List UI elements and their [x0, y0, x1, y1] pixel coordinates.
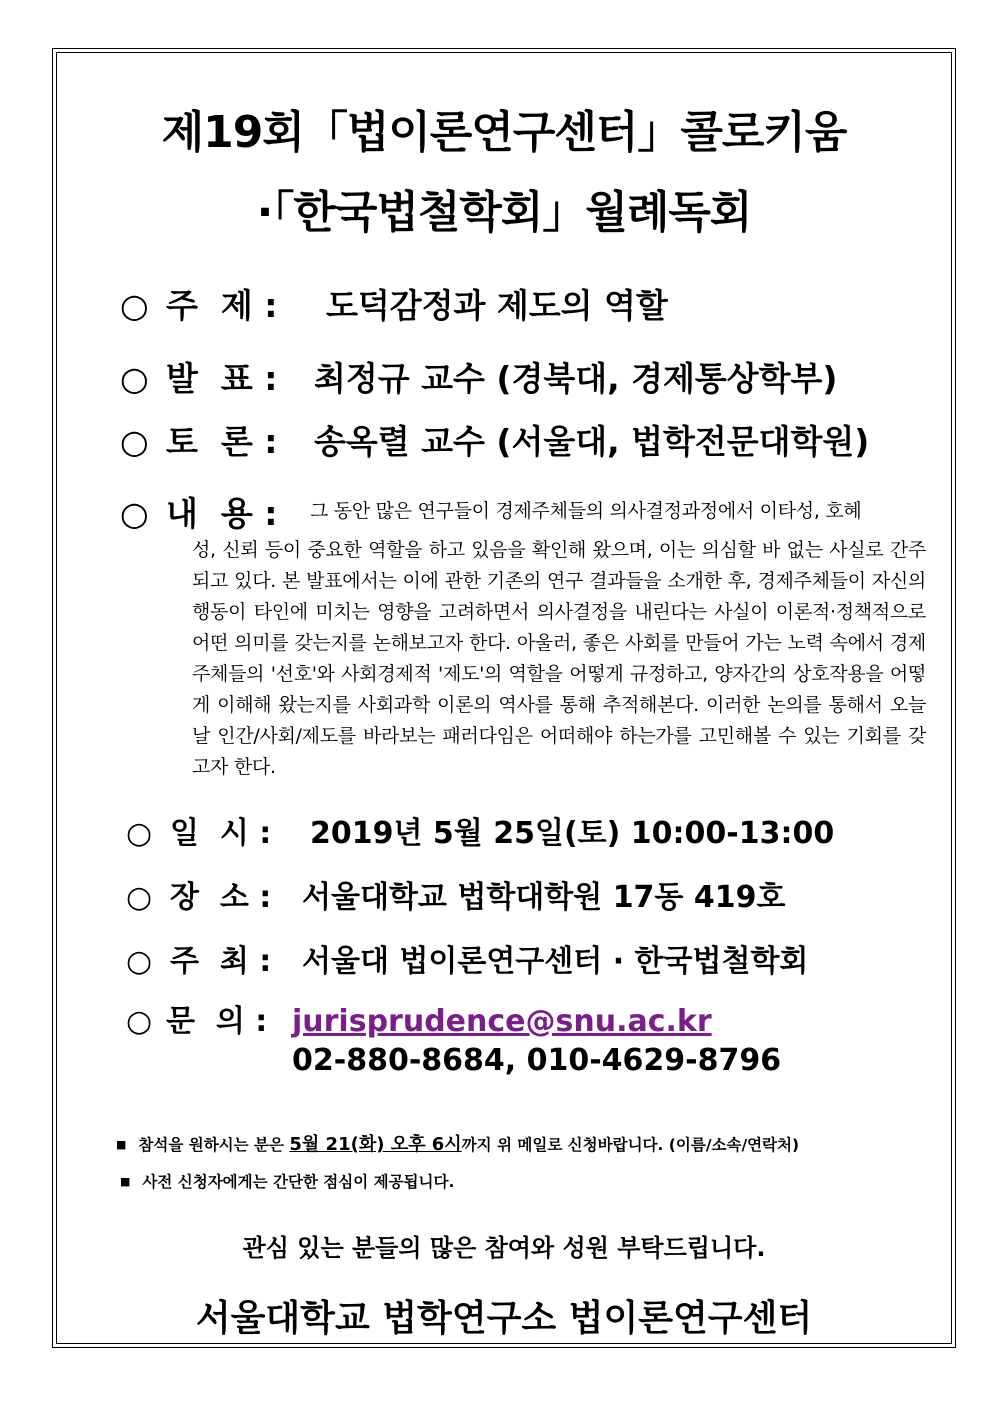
circle-bullet-icon: ○ — [126, 944, 153, 979]
venue-label: 장 소 : — [170, 880, 272, 915]
discussant-row — [120, 416, 869, 463]
venue-value: 서울대학교 법학대학원 17동 419호 — [302, 880, 786, 915]
host-label: 주 최 : — [170, 944, 272, 979]
note-registration-deadline: 5월 21(화) 오후 6시 — [289, 1134, 462, 1155]
topic-row — [120, 280, 668, 327]
host-row — [126, 936, 808, 980]
venue-row — [126, 872, 785, 916]
circle-bullet-icon: ○ — [126, 816, 153, 851]
datetime-value: 2019년 5월 25일(토) 10:00-13:00 — [310, 816, 835, 851]
title-line-2: ·「한국법철학회」월례독회 — [256, 187, 752, 238]
content-label: 내 용 : — [166, 494, 278, 533]
note-registration-post: 까지 위 메일로 신청바랍니다. (이름/소속/연락처) — [461, 1136, 800, 1154]
contact-row — [126, 996, 712, 1040]
note-lunch-text: 사전 신청자에게는 간단한 점심이 제공됩니다. — [142, 1173, 455, 1191]
discussant-value: 송옥렬 교수 (서울대, 법학전문대학원) — [314, 422, 870, 461]
datetime-row — [126, 808, 834, 852]
circle-bullet-icon: ○ — [126, 1004, 153, 1039]
contact-email-link[interactable]: jurisprudence@snu.ac.kr — [292, 1004, 712, 1039]
topic-value: 도덕감정과 제도의 역할 — [326, 286, 668, 325]
circle-bullet-icon: ○ — [120, 494, 149, 533]
square-bullet-icon: ■ — [120, 1175, 131, 1188]
circle-bullet-icon: ○ — [120, 422, 149, 461]
circle-bullet-icon: ○ — [120, 286, 149, 325]
square-bullet-icon: ■ — [116, 1138, 127, 1151]
datetime-label: 일 시 : — [170, 816, 272, 851]
presenter-label: 발 표 : — [166, 359, 278, 398]
circle-bullet-icon: ○ — [126, 880, 153, 915]
topic-label: 주 제 : — [166, 286, 278, 325]
content-description: 성, 신뢰 등이 중요한 역할을 하고 있음을 확인해 왔으며, 이는 의심할 바 없는 사실로 간주되고 있다. 본 발표에서는 이에 관한 기존의 연구 결과들을 소개한 후, 경제주체들이 자신의 행동이 타인에 미치는 영향을 고려하면서 의사결정을 내린다는 사실이 이론적·정책적으로 어떤 의미를 갖는지를 논해보고자 한다. 아울러, 좋은 사회를 만들어 가는 노력 속에서 경제주체들의 '선호'와 사회경제적 '제도'의 역할을 어떻게 규정하고, 양자간의 상호작용을 어떻게 이해해 왔는지를 사회과학 이론의 역사를 통해 추적해본다. 이러한 논의를 통해서 오늘날 인간/사회/제도를 바라보는 패러다임은 어떠해야 하는가를 고민해볼 수 있는 기회를 갖고자 한다. — [192, 539, 926, 778]
title-line-1: 제19회「법이론연구센터」콜로키움 — [161, 107, 847, 158]
content-first-line: 그 동안 많은 연구들이 경제주체들의 의사결정과정에서 이타성, 호혜 — [310, 500, 862, 522]
contact-phones: 02-880-8684, 010-4629-8796 — [292, 1043, 782, 1078]
note-registration — [116, 1130, 799, 1156]
circle-bullet-icon: ○ — [120, 359, 149, 398]
contact-label: 문 의 : — [166, 1004, 268, 1039]
note-registration-pre: 참석을 원하시는 분은 — [138, 1136, 290, 1154]
closing-organizer: 서울대학교 법학연구소 법이론연구센터 — [195, 1298, 813, 1339]
note-lunch — [120, 1170, 454, 1192]
content-row — [120, 488, 277, 535]
presenter-row — [120, 353, 837, 400]
presenter-value: 최정규 교수 (경북대, 경제통상학부) — [314, 359, 838, 398]
closing-invite: 관심 있는 분들의 많은 참여와 성원 부탁드립니다. — [242, 1234, 766, 1262]
host-value: 서울대 법이론연구센터 · 한국법철학회 — [302, 944, 809, 979]
discussant-label: 토 론 : — [166, 422, 278, 461]
